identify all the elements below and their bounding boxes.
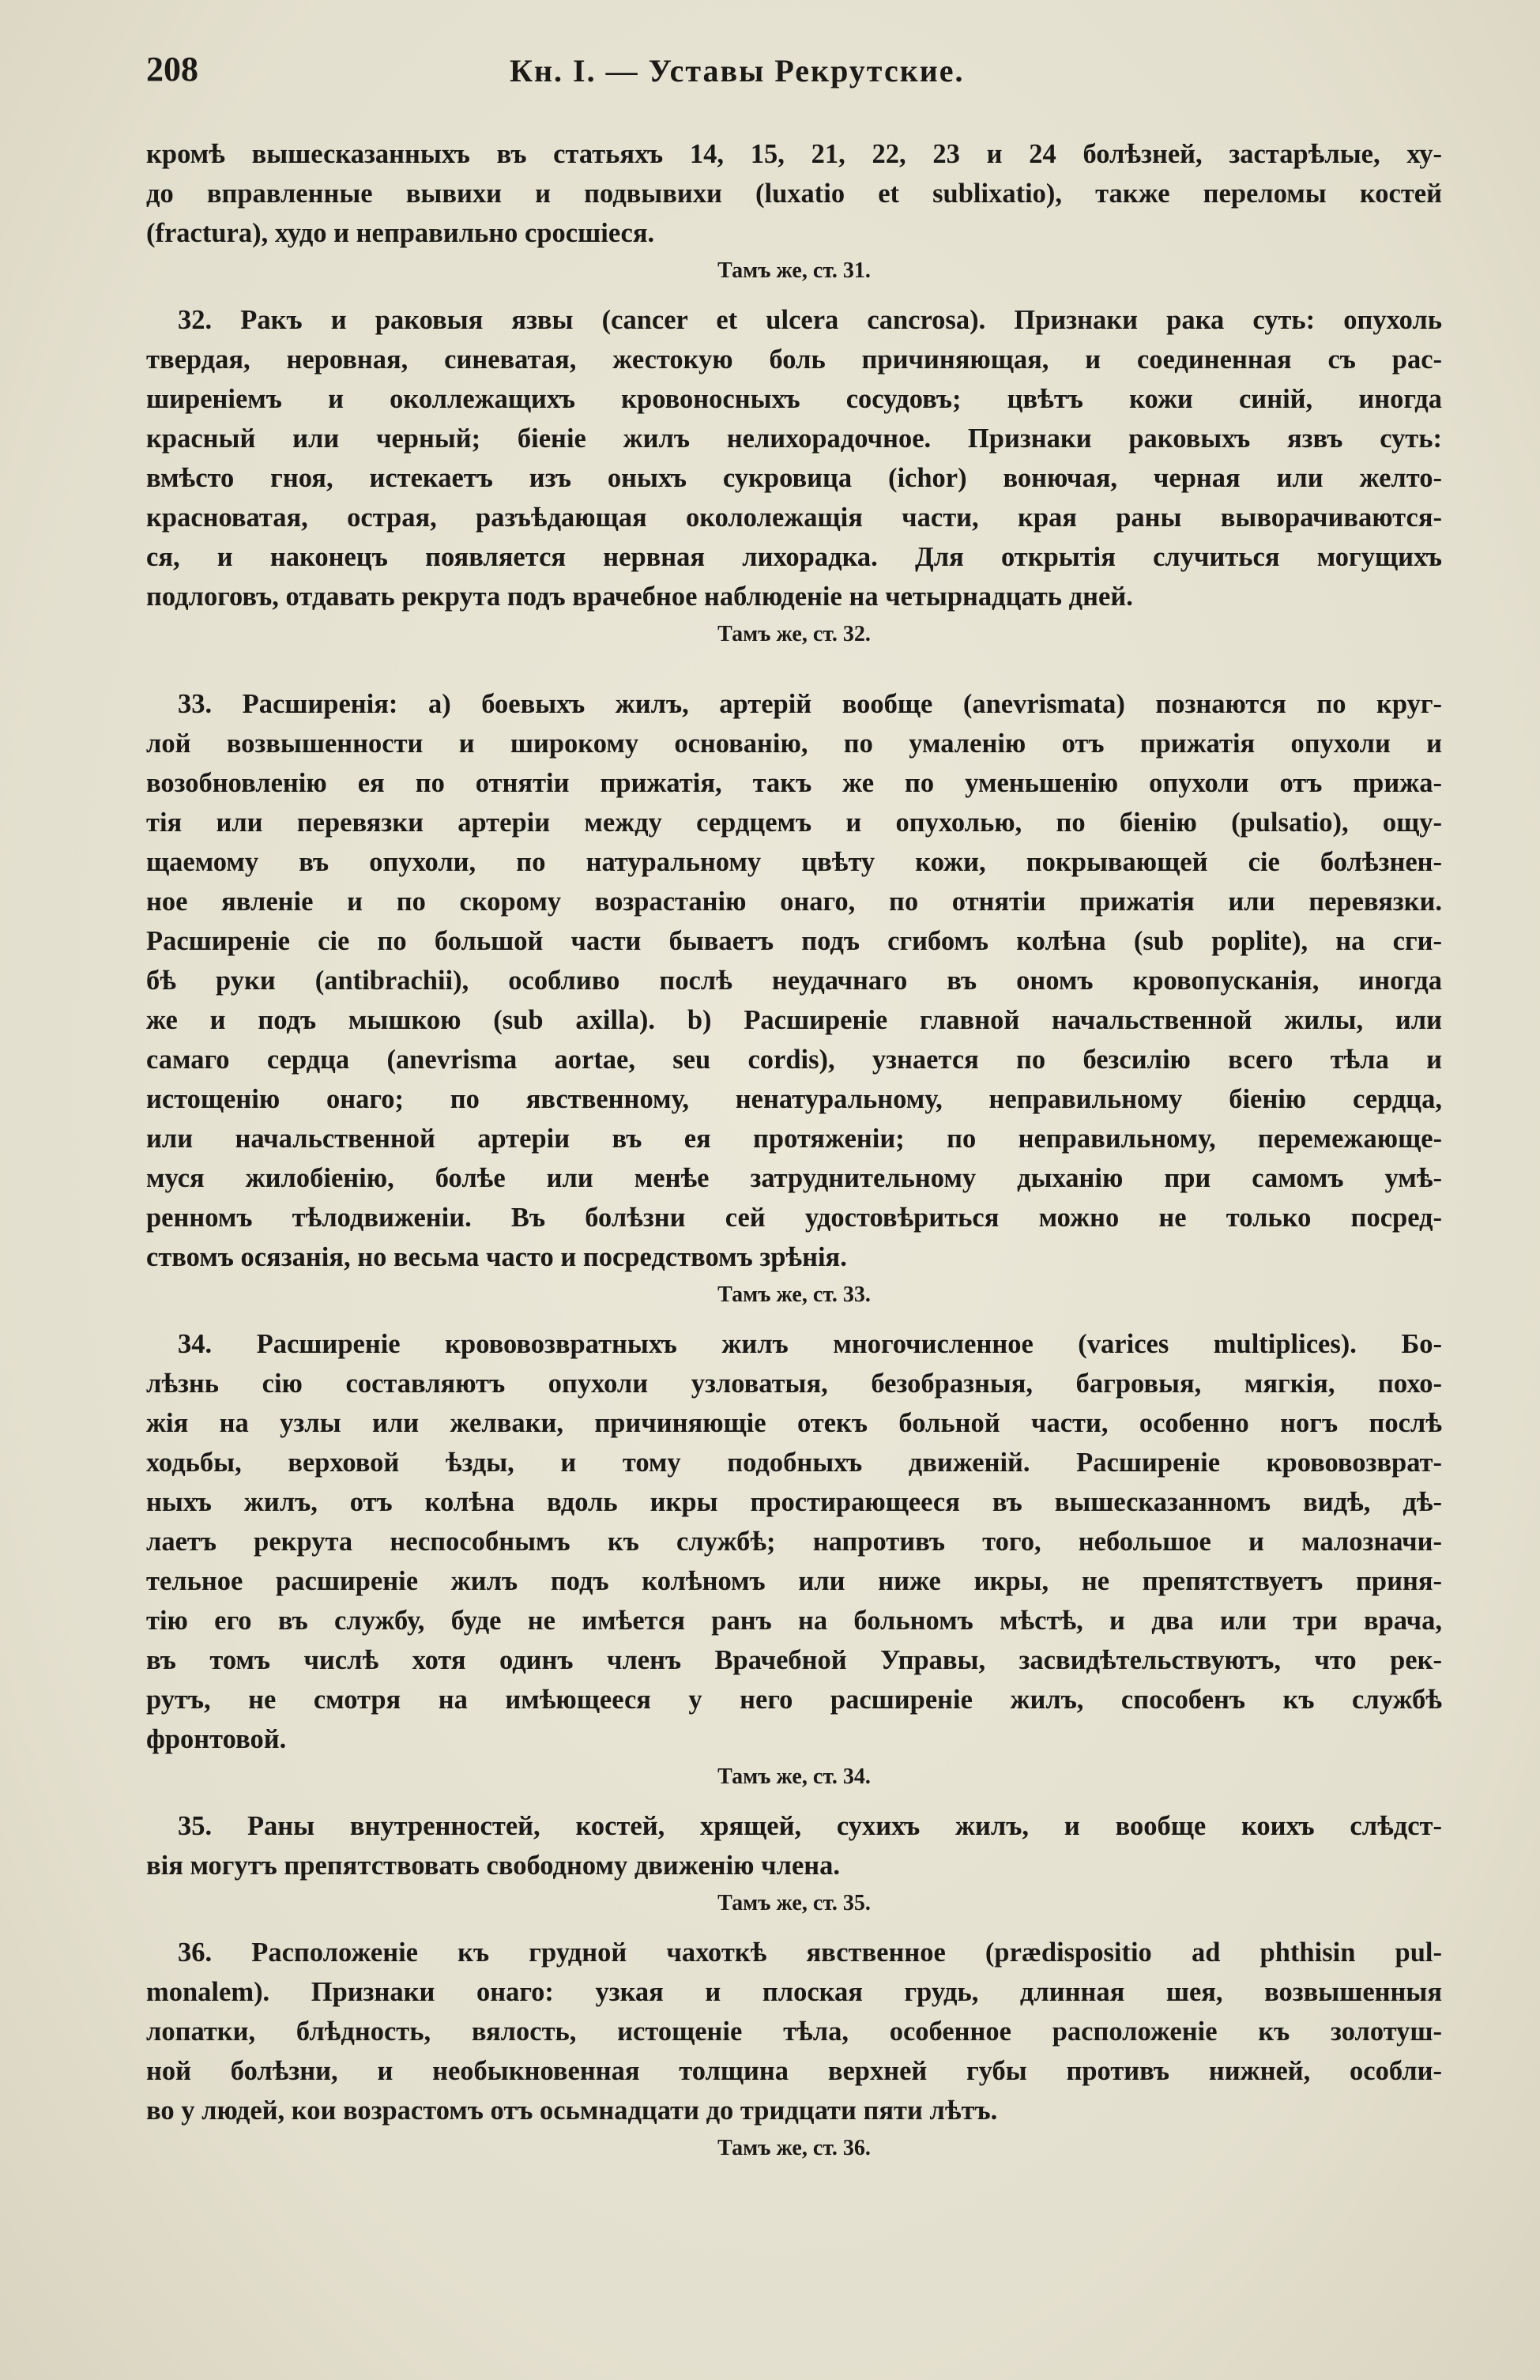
running-title: Кн. I. — Уставы Рекрутские.: [510, 53, 965, 88]
source-reference: Тамъ же, ст. 33.: [717, 1282, 871, 1307]
text-line: вія могутъ препятствовать свободному движенію члена.: [146, 1851, 841, 1881]
text-line: щаемому въ опухоли, по натуральному цвѣту кожи, покрывающей сіе болѣзнен-: [146, 847, 1442, 877]
page-body: [146, 134, 1442, 2167]
page-number: 208: [146, 50, 198, 88]
text-line: ренномъ тѣлодвиженіи. Въ болѣзни сей удостовѣриться можно не только посред-: [146, 1203, 1442, 1233]
text-line: жія на узлы или желваки, причиняющіе отекъ больной части, особенно ногъ послѣ: [146, 1408, 1442, 1438]
text-line: возобновленію ея по отнятіи прижатія, такъ же по уменьшенію опухоли отъ прижа-: [146, 768, 1442, 798]
text-line: 32. Ракъ и раковыя язвы (cancer et ulcera cancrosa). Признаки рака суть: опухоль: [178, 305, 1442, 335]
text-line: monalem). Признаки онаго: узкая и плоская грудь, длинная шея, возвышенныя: [146, 1977, 1442, 2007]
text-line: истощенію онаго; по явственному, ненатуральному, неправильному біенію сердца,: [146, 1084, 1442, 1114]
text-line: 36. Расположеніе къ грудной чахоткѣ явственное (prædispositio ad phthisin pul-: [178, 1938, 1442, 1968]
text-line: въ томъ числѣ хотя одинъ членъ Врачебной Управы, засвидѣтельствуютъ, что рек-: [146, 1645, 1442, 1675]
text-line: лѣзнь сію составляютъ опухоли узловатыя, безобразныя, багровыя, мягкія, похо-: [146, 1369, 1442, 1399]
article-36: [146, 1933, 1442, 2167]
text-line: Расширеніе сіе по большой части бываетъ подъ сгибомъ колѣна (sub poplite), на сги-: [146, 926, 1442, 956]
text-line: лаетъ рекрута неспособнымъ къ службѣ; напротивъ того, небольшое и малозначи-: [146, 1527, 1442, 1557]
text-line: вмѣсто гноя, истекаетъ изъ оныхъ сукровица (ichor) вонючая, черная или желто-: [146, 463, 1442, 493]
text-line: лой возвышенности и широкому основанію, по умаленію отъ прижатія опухоли и: [146, 729, 1442, 759]
text-line: тія или перевязки артеріи между сердцемъ и опухолью, по біенію (pulsatio), ощу-: [146, 808, 1442, 838]
text-line: тельное расширеніе жилъ подъ колѣномъ или ниже икры, не препятствуетъ приня-: [146, 1566, 1442, 1596]
text-line: ствомъ осязанія, но весьма часто и посредствомъ зрѣнія.: [146, 1242, 847, 1272]
text-line: красноватая, острая, разъѣдающая окололежащія части, края раны выворачиваются-: [146, 503, 1442, 533]
text-line: кромѣ вышесказанныхъ въ статьяхъ 14, 15, 21, 22, 23 и 24 болѣзней, застарѣлые, ху-: [146, 139, 1442, 169]
article-33: [146, 684, 1442, 1313]
text-line: твердая, неровная, синеватая, жестокую боль причиняющая, и соединенная съ рас-: [146, 345, 1442, 375]
text-line: или начальственной артеріи въ ея протяженіи; по неправильному, перемежающе-: [146, 1124, 1442, 1154]
source-reference: Тамъ же, ст. 32.: [717, 622, 871, 646]
text-line: тію его въ службу, буде не имѣется ранъ на больномъ мѣстѣ, и два или три врача,: [146, 1606, 1442, 1636]
source-reference: Тамъ же, ст. 35.: [717, 1891, 871, 1915]
text-line: самаго сердца (anevrisma aortae, seu cordis), узнается по безсилію всего тѣла и: [146, 1045, 1442, 1075]
text-line: ной болѣзни, и необыкновенная толщина верхней губы противъ нижней, особли-: [146, 2056, 1442, 2086]
text-line: лопатки, блѣдность, вялость, истощеніе тѣла, особенное расположеніе къ золотуш-: [146, 2017, 1442, 2047]
page-header: [146, 49, 1442, 96]
text-line: же и подъ мышкою (sub axilla). b) Расширеніе главной начальственной жилы, или: [146, 1005, 1442, 1035]
text-line: ширеніемъ и околлежащихъ кровоносныхъ сосудовъ; цвѣтъ кожи синій, иногда: [146, 384, 1442, 414]
text-line: 35. Раны внутренностей, костей, хрящей, сухихъ жилъ, и вообще коихъ слѣдст-: [178, 1811, 1442, 1841]
text-line: красный или черный; біеніе жилъ нелихорадочное. Признаки раковыхъ язвъ суть:: [146, 424, 1442, 454]
source-reference: Тамъ же, ст. 31.: [717, 258, 871, 283]
article-35: [146, 1806, 1442, 1922]
text-line: до вправленные вывихи и подвывихи (luxatio et sublixatio), также переломы костей: [146, 179, 1442, 209]
source-reference: Тамъ же, ст. 34.: [717, 1764, 871, 1789]
text-line: фронтовой.: [146, 1724, 287, 1754]
text-line: бѣ руки (antibrachii), особливо послѣ неудачнаго въ ономъ кровопусканія, иногда: [146, 966, 1442, 996]
article-31-continuation: [146, 134, 1442, 289]
article-32: [146, 300, 1442, 653]
text-line: (fractura), худо и неправильно сросшіеся.: [146, 218, 655, 248]
text-line: во у людей, кои возрастомъ отъ осьмнадцати до тридцати пяти лѣтъ.: [146, 2096, 998, 2126]
source-reference: Тамъ же, ст. 36.: [717, 2136, 871, 2160]
text-line: 33. Расширенія: a) боевыхъ жилъ, артерій вообще (anevrismata) познаются по круг-: [178, 689, 1442, 719]
text-line: ся, и наконецъ появляется нервная лихорадка. Для открытія случиться могущихъ: [146, 542, 1442, 572]
text-line: подлоговъ, отдавать рекрута подъ врачебное наблюденіе на четырнадцать дней.: [146, 582, 1133, 612]
text-line: рутъ, не смотря на имѣющееся у него расширеніе жилъ, способенъ къ службѣ: [146, 1685, 1442, 1715]
text-line: 34. Расширеніе крововозвратныхъ жилъ многочисленное (varices multiplices). Бо-: [178, 1329, 1442, 1359]
text-line: ныхъ жилъ, отъ колѣна вдоль икры простирающееся въ вышесказанномъ видѣ, дѣ-: [146, 1487, 1442, 1517]
text-line: муся жилобіенію, болѣе или менѣе затруднительному дыханію при самомъ умѣ-: [146, 1163, 1442, 1193]
text-line: ное явленіе и по скорому возрастанію онаго, по отнятіи прижатія или перевязки.: [146, 887, 1442, 917]
text-line: ходьбы, верховой ѣзды, и тому подобныхъ движеній. Расширеніе крововозврат-: [146, 1448, 1442, 1478]
article-34: [146, 1324, 1442, 1795]
